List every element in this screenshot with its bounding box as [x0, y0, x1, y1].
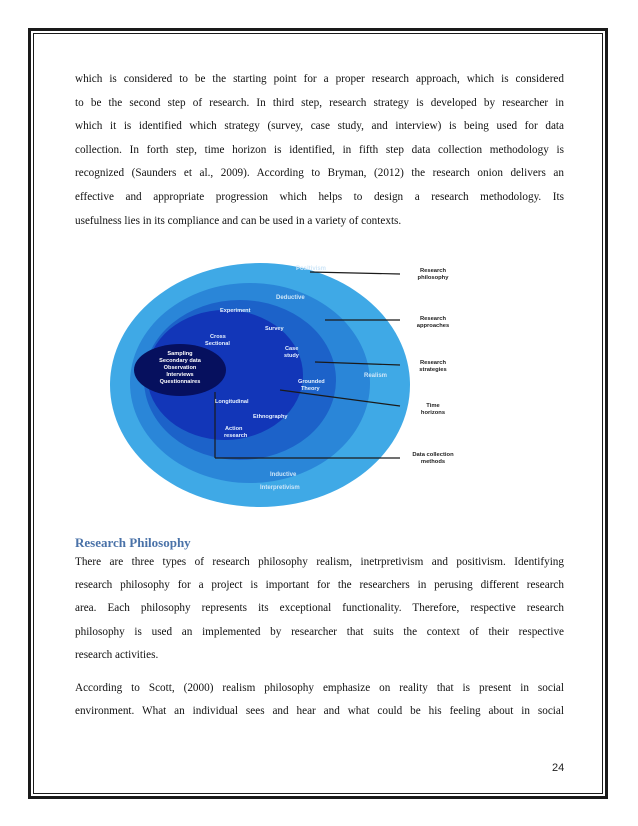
label-grounded-theory: Grounded: [298, 379, 325, 385]
label-positivism: Positivism: [296, 266, 327, 272]
callout-data-collection: Data collection: [412, 452, 454, 458]
callout-research-philosophy-2: philosophy: [417, 275, 449, 281]
text-line: usefulness lies in its compliance and can be used in a variety of contexts.: [75, 214, 402, 227]
callout-research-strategies: Research: [419, 360, 447, 366]
text-line: There are three types of research philosophy realism, inetrpretivism and positivism. Identifying: [75, 556, 564, 568]
core-questionnaires: Questionnaires: [159, 379, 201, 385]
callout-research-strategies-2: strategies: [419, 367, 447, 373]
intro-paragraph: [75, 68, 564, 233]
core-secondary-data: Secondary data: [159, 358, 201, 364]
section-heading: Research Philosophy: [75, 535, 191, 550]
callout-time-horizons: Time: [426, 403, 440, 409]
label-interpretivism: Interpretivism: [260, 485, 300, 491]
text-line: to be the second step of research. In third step, research strategy is developed by researcher in: [75, 96, 564, 109]
research-onion-diagram: [100, 250, 480, 510]
text-line: environment. What an individual sees and hear and what could be his feeling about in social: [75, 705, 564, 718]
label-deductive: Deductive: [276, 295, 305, 301]
core-interviews: Interviews: [166, 372, 194, 378]
label-action-research-2: research: [224, 433, 248, 439]
label-survey: Survey: [265, 326, 284, 332]
label-grounded-theory-2: Theory: [301, 386, 320, 392]
text-line: philosophy is used an implemented by researcher that suits the context of their respective: [75, 625, 564, 638]
realism-paragraph: [75, 677, 564, 723]
page-number: 24: [552, 762, 565, 774]
text-line: According to Scott, (2000) realism philosophy emphasize on reality that is present in social: [75, 682, 564, 694]
label-cross-sectional: Cross: [210, 334, 226, 340]
label-longitudinal: Longitudinal: [215, 399, 249, 405]
text-line: area. Each philosophy represents its exceptional functionality. Therefore, respective research: [75, 602, 564, 615]
label-experiment: Experiment: [220, 308, 251, 314]
label-action-research: Action: [225, 426, 243, 432]
label-realism: Realism: [364, 373, 388, 379]
core-observation: Observation: [163, 365, 197, 371]
callout-research-philosophy: Research: [419, 268, 447, 274]
label-inductive: Inductive: [270, 472, 297, 478]
callout-research-approaches: Research: [419, 316, 447, 322]
philosophy-paragraph: [75, 551, 564, 667]
label-ethnography: Ethnography: [253, 414, 288, 420]
core-sampling: Sampling: [167, 351, 193, 357]
text-line: recognized (Saunders et al., 2009). According to Bryman, (2012) the research onion delivers an: [75, 167, 564, 180]
text-line: collection. In forth step, time horizon is identified, in fifth step data collection methodology is: [75, 143, 564, 156]
label-cross-sectional-2: Sectional: [205, 341, 230, 347]
text-line: which it is identified which strategy (survey, case study, and interview) is being used for data: [75, 120, 564, 133]
callout-research-approaches-2: approaches: [416, 323, 450, 329]
text-line: which is considered to be the starting point for a proper research approach, which is considered: [75, 73, 564, 85]
text-line: research activities.: [75, 648, 159, 661]
label-case-study: Case: [285, 346, 299, 352]
label-case-study-2: study: [284, 353, 299, 359]
callout-time-horizons-2: horizons: [420, 410, 446, 416]
text-line: effective and appropriate progression which helps to design a research methodology. Its: [75, 190, 564, 203]
text-line: research philosophy for a project is important for the researchers in perusing different research: [75, 579, 564, 592]
callout-data-collection-2: methods: [420, 459, 446, 465]
